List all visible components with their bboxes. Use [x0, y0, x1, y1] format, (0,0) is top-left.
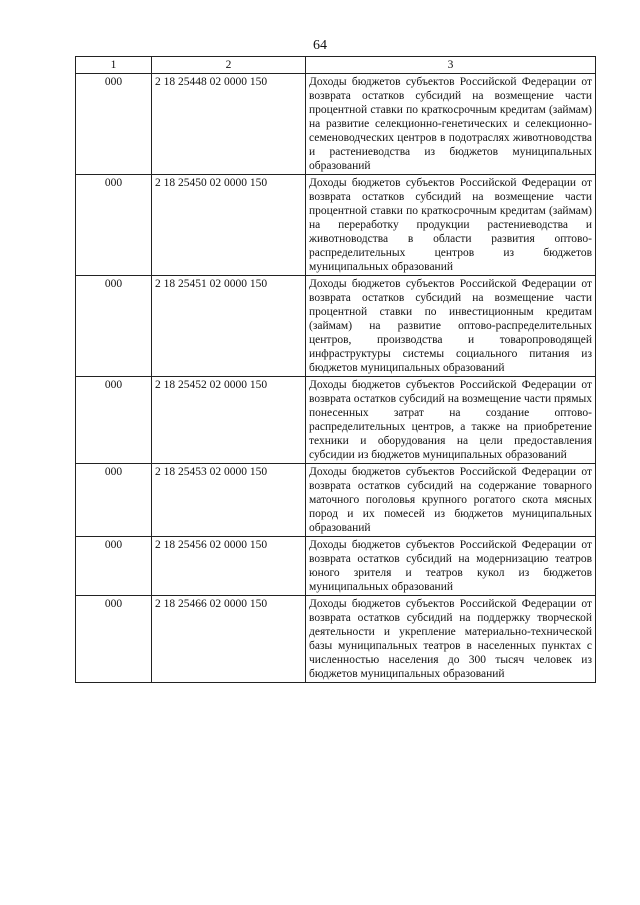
- revenue-name-cell: Доходы бюджетов субъектов Российской Федерации от возврата остатков субсидий на модернизацию театров юного зрителя и театров кукол из бюджетов муниципальных образований: [306, 537, 596, 596]
- table-row: [76, 276, 596, 377]
- revenue-name-cell: Доходы бюджетов субъектов Российской Федерации от возврата остатков субсидий на поддержку творческой деятельности и укрепление материально-технической базы муниципальных театров в населенных пунктах с численностью населения до 300 тысяч человек из бюджетов муниципальных образований: [306, 596, 596, 683]
- admin-code-cell: 000: [76, 537, 152, 596]
- revenue-code-cell: 2 18 25452 02 0000 150: [152, 377, 306, 464]
- column-header-2: 2: [152, 57, 306, 74]
- table-header-row: [76, 57, 596, 74]
- revenue-name-cell: Доходы бюджетов субъектов Российской Федерации от возврата остатков субсидий на содержание товарного маточного поголовья крупного рогатого скота мясных пород и их помесей из бюджетов муниципальных образований: [306, 464, 596, 537]
- table-row: [76, 175, 596, 276]
- admin-code-cell: 000: [76, 464, 152, 537]
- admin-code-cell: 000: [76, 74, 152, 175]
- revenue-code-cell: 2 18 25466 02 0000 150: [152, 596, 306, 683]
- table-row: [76, 596, 596, 683]
- table-row: [76, 377, 596, 464]
- revenue-name-cell: Доходы бюджетов субъектов Российской Федерации от возврата остатков субсидий на возмещение части прямых понесенных затрат на создание оптово-распределительных центров, а также на приобретение техники и оборудования на цели предоставления субсидии из бюджетов муниципальных образований: [306, 377, 596, 464]
- revenue-name-cell: Доходы бюджетов субъектов Российской Федерации от возврата остатков субсидий на возмещение части процентной ставки по инвестиционным кредитам (займам) на развитие оптово-распределительных центров, производства и товаропроводящей инфраструктуры системы социального питания из бюджетов муниципальных образований: [306, 276, 596, 377]
- revenue-code-cell: 2 18 25451 02 0000 150: [152, 276, 306, 377]
- table-row: [76, 74, 596, 175]
- revenue-code-cell: 2 18 25448 02 0000 150: [152, 74, 306, 175]
- column-header-3: 3: [306, 57, 596, 74]
- revenue-code-cell: 2 18 25456 02 0000 150: [152, 537, 306, 596]
- revenue-classification-table: [75, 56, 596, 683]
- admin-code-cell: 000: [76, 276, 152, 377]
- table-row: [76, 537, 596, 596]
- admin-code-cell: 000: [76, 596, 152, 683]
- column-header-1: 1: [76, 57, 152, 74]
- revenue-name-cell: Доходы бюджетов субъектов Российской Федерации от возврата остатков субсидий на возмещение части процентной ставки по краткосрочным кредитам (займам) на развитие селекционно-генетических и селекционно-семеноводческих центров в подотраслях животноводства и растениеводства из бюджетов муниципальных образований: [306, 74, 596, 175]
- page-number: 64: [313, 38, 327, 53]
- table-row: [76, 464, 596, 537]
- admin-code-cell: 000: [76, 377, 152, 464]
- revenue-code-cell: 2 18 25453 02 0000 150: [152, 464, 306, 537]
- admin-code-cell: 000: [76, 175, 152, 276]
- revenue-name-cell: Доходы бюджетов субъектов Российской Федерации от возврата остатков субсидий на возмещение части процентной ставки по краткосрочным кредитам (займам) на переработку продукции растениеводства и животноводства в области развития оптово-распределительных центров из бюджетов муниципальных образований: [306, 175, 596, 276]
- revenue-code-cell: 2 18 25450 02 0000 150: [152, 175, 306, 276]
